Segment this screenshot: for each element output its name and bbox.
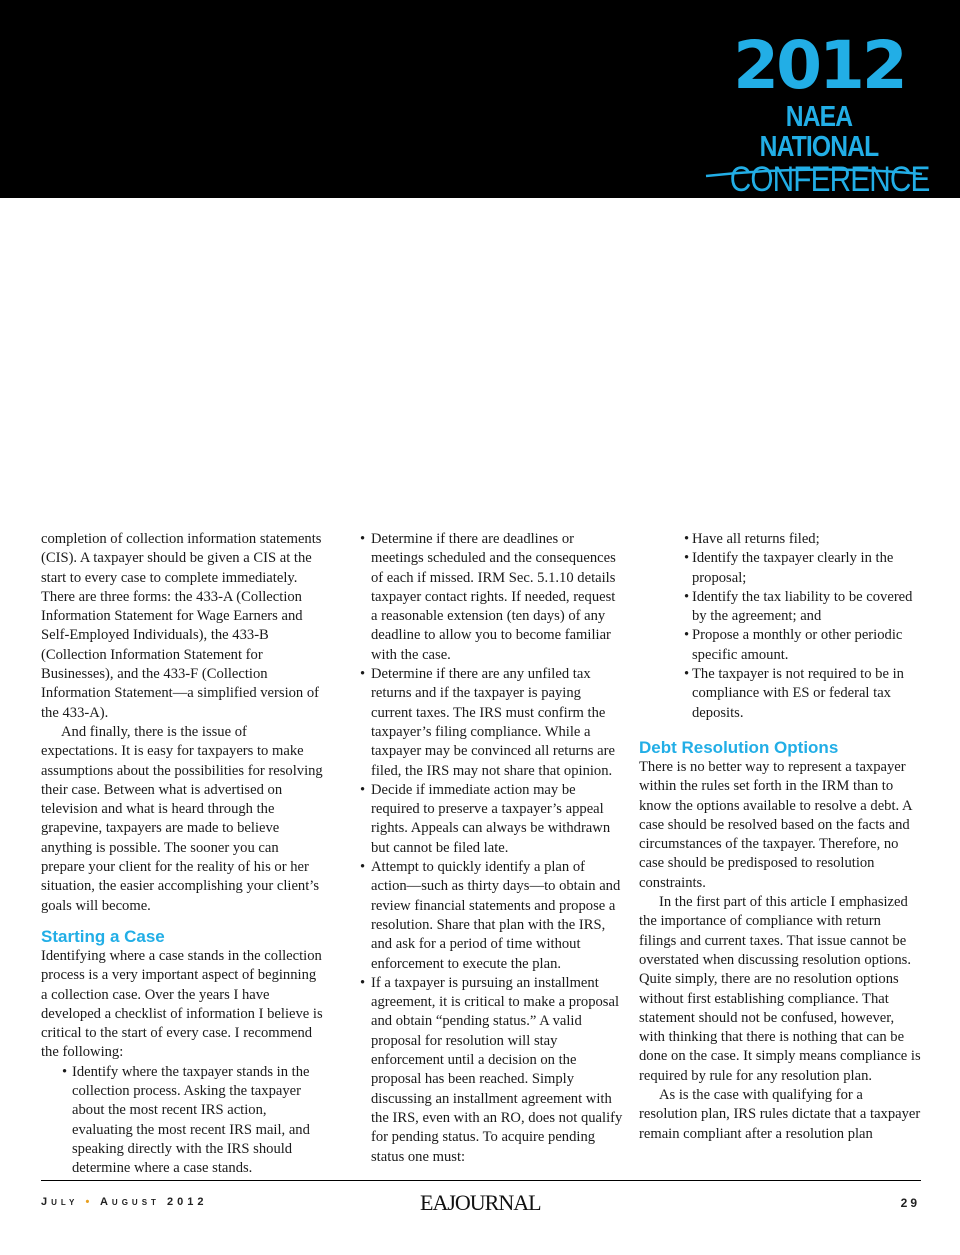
list-item: • Have all returns filed; bbox=[639, 530, 921, 549]
list-item: • Identify the tax liability to be covered by the agreement; and bbox=[639, 588, 921, 627]
issue-date bbox=[41, 1196, 207, 1208]
paragraph: completion of collection information statements (CIS). A taxpayer should be given a CIS at the start to every case to complete immediately. There are three forms: the 433-A (Collection Information Statement for Wage Earners and Self-Employed Individuals), the 433-B (Collection Information Statement for Businesses), and the 433-F (Collection Information Statement—a simplified version of the 433-A). bbox=[41, 531, 322, 721]
separator-dot: • bbox=[85, 1196, 94, 1208]
list-item: • Attempt to quickly identify a plan of action—such as thirty days—to obtain and review financial statements and propose a resolution. Share that plan with the IRS, and ask for a period of time without enforcement to execute the plan. bbox=[360, 858, 623, 974]
list-item: • Propose a monthly or other periodic specific amount. bbox=[639, 626, 921, 665]
list-item: • Identify where the taxpayer stands in the collection process. Asking the taxpayer about the most recent IRS action, evaluating the most recent IRS mail, and speaking directly with the IRS should determine where a case stands. bbox=[41, 1063, 323, 1179]
list-item: • If a taxpayer is pursuing an installment agreement, it is critical to make a proposal and obtain “pending status.” A valid proposal for resolution will stay enforcement until a decision on the proposal has been reached. Simply discussing an installment agreement with the IRS, even with an RO, does not qualify for pending status. To acquire pending status one must: bbox=[360, 974, 623, 1167]
article-column-2 bbox=[360, 530, 623, 1167]
footer-divider bbox=[41, 1180, 921, 1181]
journal-logo: EAJOURNAL bbox=[420, 1190, 541, 1215]
article-column-1 bbox=[41, 530, 323, 1179]
section-heading-debt-resolution-options: Debt Resolution Options bbox=[639, 737, 839, 757]
list-item: • Determine if there are deadlines or meetings scheduled and the consequences of each if missed. IRM Sec. 5.1.10 details taxpayer contact rights. If needed, request a reasonable extension (ten days) of any deadline to allow you to become familiar with the case. bbox=[360, 530, 623, 665]
paragraph: Identifying where a case stands in the collection process is a very important aspect of beginning a collection case. Over the years I have developed a checklist of information I believe is critical to the start of every case. I recommend the following: bbox=[41, 947, 323, 1061]
list-item: • The taxpayer is not required to be in compliance with ES or federal tax deposits. bbox=[639, 665, 921, 723]
paragraph: In the first part of this article I emphasized the importance of compliance with return filings and current taxes. That issue cannot be overstated when discussing resolution options. Quite simply, there are no resolution options without first establishing compliance. That statement should not be confused, however, with thinking that there is nothing that can be done on the case. It simply means compliance is required by rule for any resolution plan. bbox=[639, 894, 921, 1084]
paragraph: There is no better way to represent a taxpayer within the rules set forth in the IRM than to know the options available to resolve a debt. A case should be resolved based on the facts and circumstances of the taxpayer. Therefore, no case should be predisposed to resolution constraints. bbox=[639, 758, 912, 891]
list-item: • Decide if immediate action may be required to preserve a taxpayer’s appeal rights. Appeals can always be withdrawn but cannot be filed late. bbox=[360, 781, 623, 858]
issue-month-2: August 2012 bbox=[99, 1196, 208, 1208]
conference-logo bbox=[714, 27, 930, 199]
issue-month-1: July bbox=[41, 1196, 79, 1208]
article-column-3 bbox=[639, 530, 921, 1144]
paragraph: As is the case with qualifying for a resolution plan, IRS rules dictate that a taxpayer remain compliant after a resolution plan bbox=[639, 1087, 921, 1142]
logo-swoosh-icon bbox=[704, 166, 924, 180]
logo-line-1: NAEA NATIONAL bbox=[759, 101, 879, 163]
paragraph: And finally, there is the issue of expectations. It is easy for taxpayers to make assumptions about the possibilities for resolving their case. Between what is advertised on television and what is heard through the grapevine, taxpayers are made to believe anything is possible. The sooner you can prepare your client for the reality of his or her situation, the easier accomplishing your client’s goals will become. bbox=[41, 723, 323, 914]
logo-line-2: CONFERENCE bbox=[729, 160, 930, 199]
list-item: • Identify the taxpayer clearly in the proposal; bbox=[639, 549, 921, 588]
page-number: 29 bbox=[900, 1196, 920, 1210]
header-banner bbox=[0, 0, 960, 198]
section-heading-starting-a-case: Starting a Case bbox=[41, 926, 165, 946]
logo-year: 2012 bbox=[733, 27, 905, 104]
list-item: • Determine if there are any unfiled tax returns and if the taxpayer is paying current taxes. The IRS must confirm the taxpayer’s filing compliance. While a taxpayer may be convinced all returns are filed, the IRS may not share that opinion. bbox=[360, 665, 623, 781]
